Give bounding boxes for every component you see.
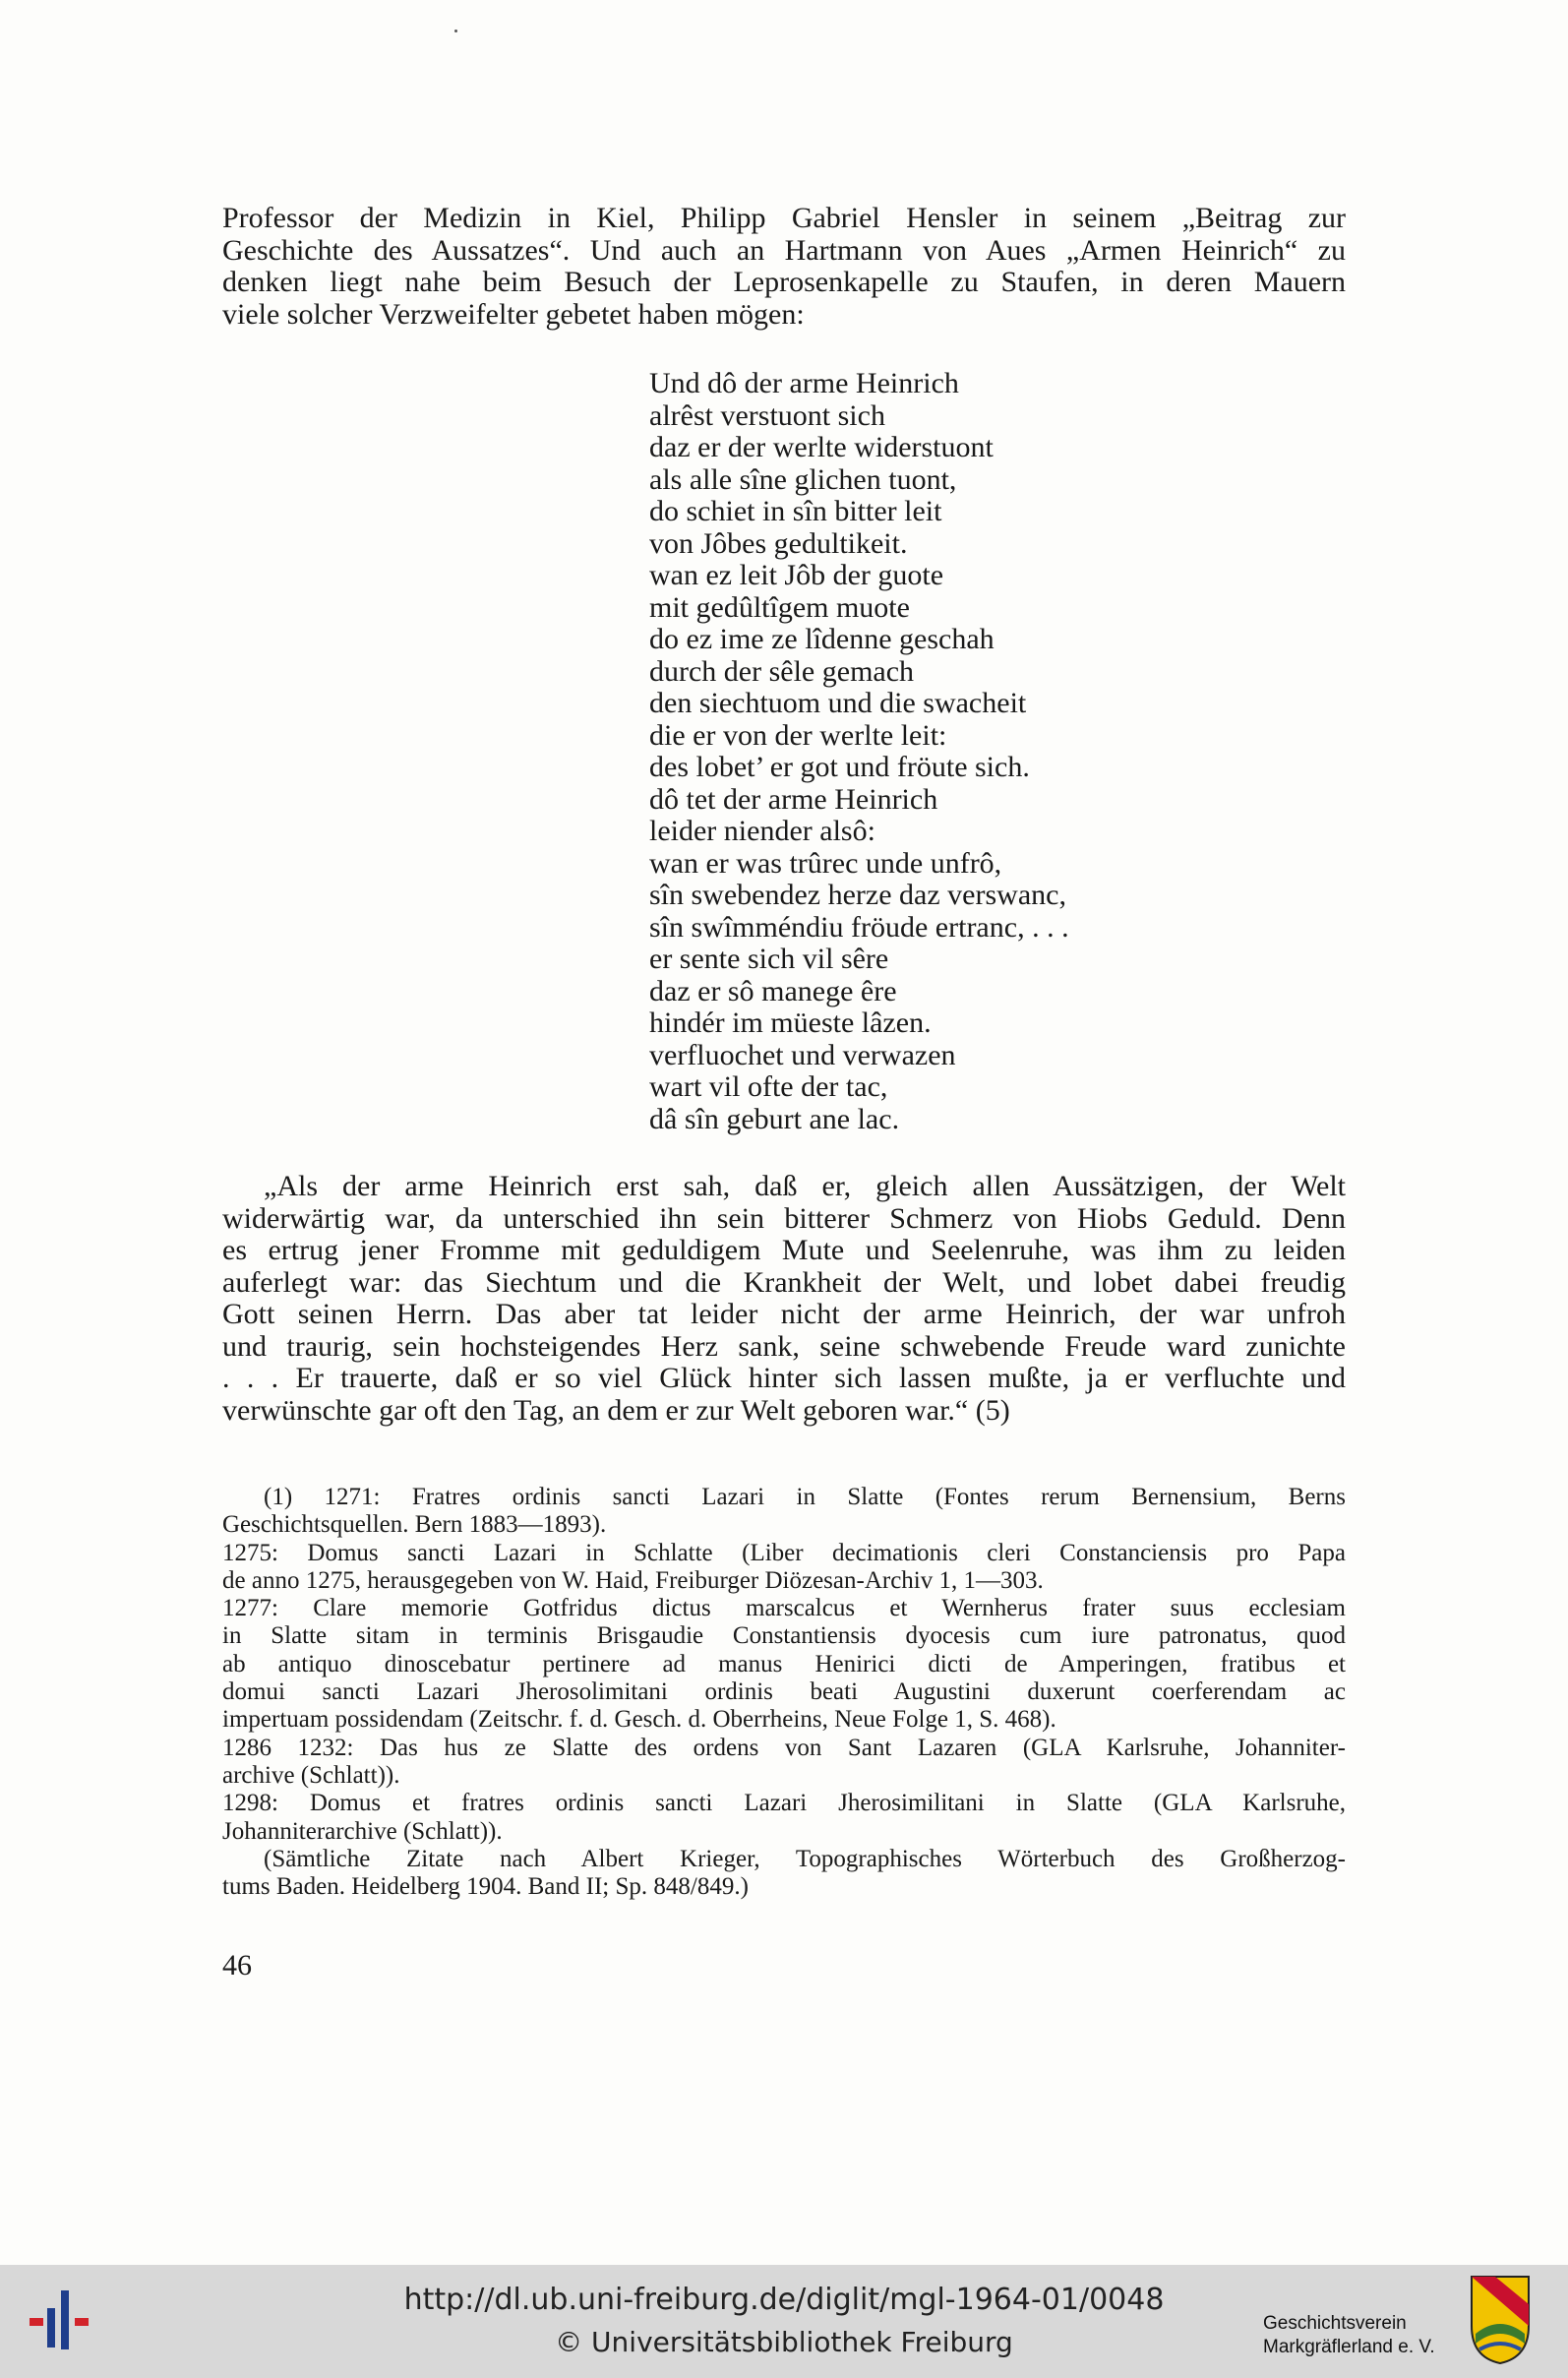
footnote-line: tums Baden. Heidelberg 1904. Band II; Sp. 848/849.) (222, 1873, 749, 1901)
poem-line: Und dô der arme Heinrich (649, 367, 959, 399)
poem-line: daz er sô manege êre (649, 974, 897, 1007)
text-line: denken liegt nahe beim Besuch der Leprosenkapelle zu Staufen, in deren Mauern (222, 266, 1346, 298)
footnotes (222, 1484, 1346, 1901)
poem-line: leider niender alsô: (649, 815, 875, 847)
source-url[interactable]: http://dl.ub.uni-freiburg.de/diglit/mgl-1964-01/0048 (403, 2283, 1165, 2317)
text-line: widerwärtig war, da unterschied ihn sein bitterer Schmerz von Hiobs Geduld. Denn (222, 1201, 1346, 1235)
scan-speck (454, 30, 457, 32)
footnote-line: 1277: Clare memorie Gotfridus dictus marscalcus et Wernherus frater suus ecclesiam (222, 1595, 1346, 1622)
poem-line: do ez ime ze lîdenne geschah (649, 623, 995, 655)
poem-line: mit gedûltîgem muote (649, 590, 910, 624)
footnote-line: ab antiquo dinoscebatur pertinere ad manus Henirici dicti de Amperingen, fratibus et (222, 1650, 1346, 1677)
society-name-line1: Geschichtsverein (1263, 2313, 1407, 2334)
poem-line: verfluochet und verwazen (649, 1038, 956, 1071)
society-name-line2: Markgräflerland e. V. (1263, 2337, 1435, 2357)
poem-line: dô tet der arme Heinrich (649, 782, 938, 816)
footnote-line: in Slatte sitam in terminis Brisgaudie Constantiensis dyocesis cum iure patronatus, quod (222, 1622, 1346, 1650)
poem-line: wart vil ofte der tac, (649, 1070, 888, 1103)
poem-quotation (649, 368, 1069, 1135)
intro-paragraph (222, 203, 1346, 331)
text-line: . . . Er trauerte, daß er so viel Glück hinter sich lassen mußte, ja er verfluchte und (222, 1362, 1346, 1394)
footer-bar (0, 2265, 1568, 2378)
text-line: auferlegt war: das Siechtum und die Krankheit der Welt, und lobet dabei freudig (222, 1265, 1346, 1299)
poem-line: von Jôbes gedultikeit. (649, 526, 908, 560)
page-number: 46 (222, 1949, 252, 1982)
text-line: viele solcher Verzweifelter gebetet haben mögen: (222, 297, 805, 331)
poem-line: des lobet’ er got und fröute sich. (649, 751, 1030, 783)
footnote-line: Geschichtsquellen. Bern 1883—1893). (222, 1511, 607, 1539)
text-line: Gott seinen Herrn. Das aber tat leider nicht der arme Heinrich, der war unfroh (222, 1298, 1346, 1330)
poem-line: daz er der werlte widerstuont (649, 431, 994, 463)
footnote-line: (Sämtliche Zitate nach Albert Krieger, Topographisches Wörterbuch des Großherzog- (264, 1845, 1346, 1872)
footnote-line: 1286 1232: Das hus ze Slatte des ordens von Sant Lazaren (GLA Karlsruhe, Johanniter- (222, 1734, 1346, 1761)
text-line: „Als der arme Heinrich erst sah, daß er, gleich allen Aussätzigen, der Welt (264, 1170, 1346, 1202)
footnote-line: archive (Schlatt)). (222, 1761, 400, 1789)
footnote-line: Johanniterarchive (Schlatt)). (222, 1817, 503, 1845)
text-line: es ertrug jener Fromme mit geduldigem Mute und Seelenruhe, was ihm zu leiden (222, 1234, 1346, 1266)
copyright-notice: © Universitätsbibliothek Freiburg (555, 2326, 1013, 2358)
translation-paragraph (222, 1171, 1346, 1427)
poem-line: sîn swîmméndiu fröude ertranc, . . . (649, 910, 1069, 944)
footnote-line: (1) 1271: Fratres ordinis sancti Lazari in Slatte (Fontes rerum Bernensium, Berns (264, 1484, 1346, 1510)
poem-line: alrêst verstuont sich (649, 398, 885, 432)
text-line: Geschichte des Aussatzes“. Und auch an Hartmann von Aues „Armen Heinrich“ zu (222, 233, 1346, 267)
poem-line: dâ sîn geburt ane lac. (649, 1102, 900, 1135)
footnote-line: de anno 1275, herausgegeben von W. Haid, Freiburger Diözesan-Archiv 1, 1—303. (222, 1566, 1044, 1594)
text-line: und traurig, sein hochsteigendes Herz sank, seine schwebende Freude ward zunichte (222, 1329, 1346, 1363)
poem-line: wan ez leit Jôb der guote (649, 559, 944, 591)
poem-line: die er von der werlte leit: (649, 718, 947, 752)
poem-line: durch der sêle gemach (649, 654, 915, 688)
footnote-line: 1275: Domus sancti Lazari in Schlatte (Liber decimationis cleri Constanciensis pro Papa (222, 1539, 1346, 1566)
footnote-line: impertuam possidendam (Zeitschr. f. d. Gesch. d. Oberrheins, Neue Folge 1, S. 468). (222, 1706, 1056, 1734)
footnote-line: 1298: Domus et fratres ordinis sancti Lazari Jherosimilitani in Slatte (GLA Karlsruhe, (222, 1790, 1346, 1817)
coat-of-arms-icon (1470, 2275, 1531, 2365)
society-name (1263, 2312, 1435, 2359)
poem-line: als alle sîne glichen tuont, (649, 462, 957, 496)
poem-line: do schiet in sîn bitter leit (649, 495, 942, 527)
text-line: verwünschte gar oft den Tag, an dem er zur Welt geboren war.“ (5) (222, 1393, 1010, 1427)
poem-line: den siechtuom und die swacheit (649, 687, 1027, 719)
text-line: Professor der Medizin in Kiel, Philipp Gabriel Hensler in seinem „Beitrag zur (222, 202, 1346, 234)
poem-line: sîn swebendez herze daz verswanc, (649, 879, 1066, 911)
poem-line: hindér im müeste lâzen. (649, 1006, 932, 1039)
footnote-line: domui sancti Lazari Jherosolimitani ordinis beati Augustini duxerunt coerferendam ac (222, 1678, 1346, 1706)
poem-line: wan er was trûrec unde unfrô, (649, 846, 1002, 880)
poem-line: er sente sich vil sêre (649, 943, 889, 975)
